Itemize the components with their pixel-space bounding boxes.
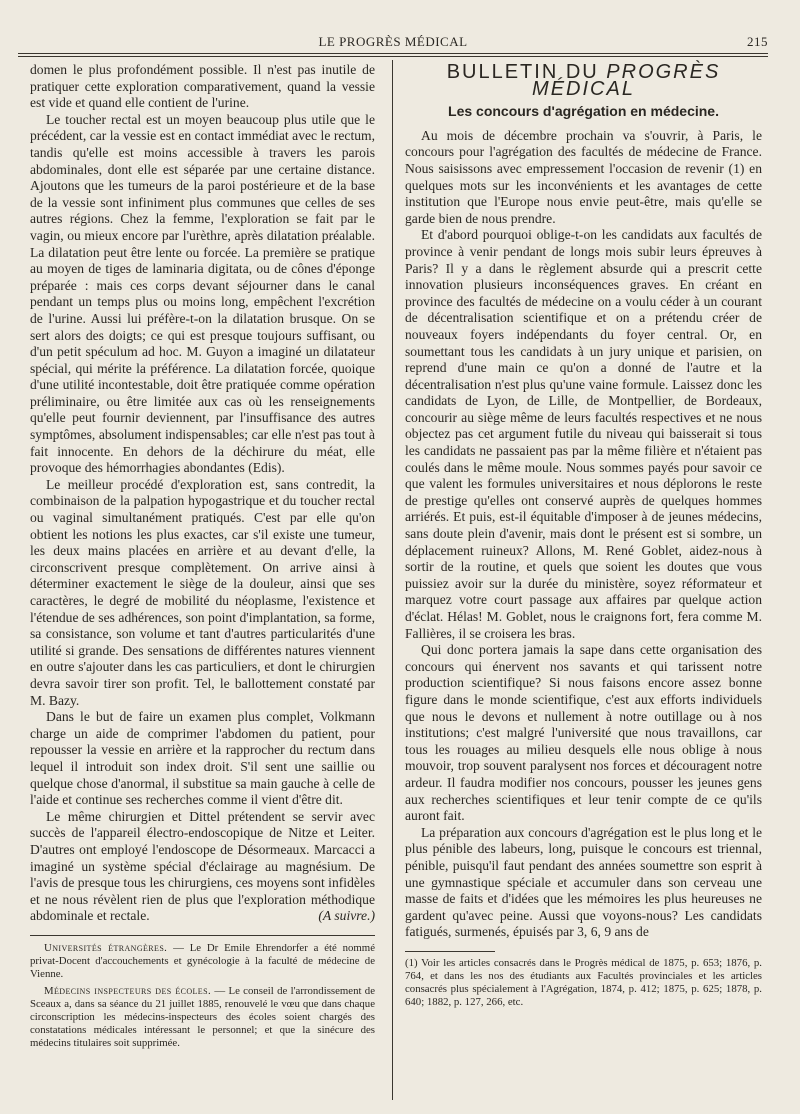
news-item xyxy=(30,985,375,1050)
news-item xyxy=(30,942,375,981)
article-title: Les concours d'agrégation en médecine. xyxy=(448,103,719,120)
left-paragraph-2: Le toucher rectal est un moyen beaucoup plus utile que le précédent, car la vessie est en contact immédiat avec le rectum, tandis qu'elle est moins accessible à travers les parois abdominales, dont elle est séparée par une certaine distance. Ajoutons que les tumeurs de la paroi postérieure et de la base de la vessie sont infiniment plus communes que celles de ses autres régions. Chez la femme, l'exploration se fait par le vagin, ou mieux encore par l'urèthre, après dilatation préalable. La dilatation peut être lente ou forcée. La première se pratique au moyen de tiges de laminaria digitata, ou de cônes d'éponge préparée : mais ces corps devant séjourner dans le canal pendant un temps plus ou moins long, empêchent l'excrétion de l'urine. Aussi lui préfère-t-on la dilatation brusque. On se sert alors des doigts; ce qui est presque toujours suffisant, ou d'un petit spéculum ad hoc. M. Guyon a imaginé un dilatateur spécial, qui mérite la préférence. La dilatation forcée, quoique d'une utilité incontestable, doit être pratiquée comme opération préliminaire, ou être limitée aux cas où les renseignements qu'elle peut fournir deviennent, par l'insuffisance des autres symptômes, absolument indispensables; car elle n'est pas tout à fait innocente. En dehors de la déchirure du méat, elle provoque des hémorrhagies abondantes (Edis). xyxy=(30,111,375,476)
left-paragraph-3: Le meilleur procédé d'exploration est, sans contredit, la combinaison de la palpation hypogastrique et du toucher rectal ou vaginal simultanément pratiqués. C'est par elle qu'on obtient les notions les plus exactes, car s'il existe une tumeur, les deux mains placées en arrière et au devant d'elle, la circonscrivent presque complètement. On arrive ainsi à déterminer exactement le siège de la douleur, ainsi que ses caractères, le degré de mobilité du néoplasme, l'existence et l'étendue de ses adhérences, son point d'implantation, sa forme, sa consistance, son volume et tant d'autres particularités d'une utilité si grande. Des sensations de différentes natures viennent en outre s'ajouter dans les cas particuliers, et dont le chirurgien devra savoir tirer son profit. Tel, le ballottement constaté par M. Bazy. xyxy=(30,476,375,708)
news-heading: Universités étrangères. xyxy=(44,941,168,954)
running-title: LE PROGRÈS MÉDICAL xyxy=(318,34,468,49)
bulletin-title xyxy=(405,61,762,100)
header-rule-thin xyxy=(18,56,768,57)
running-header xyxy=(18,34,768,52)
right-column xyxy=(405,62,762,1009)
news-text: — Le Dr Emile Ehrendorfer a été nommé privat-Docent d'accouchements et gynécologie à la faculté de médecine de Vienne. xyxy=(30,941,375,980)
right-paragraph-4: La préparation aux concours d'agrégation est le plus long et le plus pénible des labeurs, long, puisque le concours est triennal, pénible, puisqu'il faut pendant des années soumettre son esprit à une gymnastique spéciale et accumuler dans son cerveau une masse de faits et d'idées que les mémoires les plus heureuses ne gardent qu'avec peine. Aussi que voyons-nous? Les candidats fatigués, surmenés, épuisés par 3, 6, 9 ans de xyxy=(405,824,762,940)
footnote: (1) Voir les articles consacrés dans le Progrès médical de 1875, p. 653; 1876, p. 764, et dans les nos des étudiants aux Facultés provinciales et les articles consacrés plus spécialement à l'Agrégation, 1874, p. 412; 1875, p. 625; 1878, p. 640; 1882, p. 127, 266, etc. xyxy=(405,956,762,1008)
left-paragraph-4: Dans le but de faire un examen plus complet, Volkmann charge un aide de comprimer l'abdomen du patient, pour repousser la vessie en arrière et la rapprocher du rectum dans lequel il introduit son index droit. S'il sent une saillie ou quelque chose d'anormal, il substitue sa main gauche à celle de l'aide et continue ses recherches comme il vient d'être dit. xyxy=(30,709,375,808)
page-number: 215 xyxy=(747,34,768,49)
left-paragraph-1: domen le plus profondément possible. Il n'est pas inutile de pratiquer cette exploration comparativement, quand la vessie est vide et quand elle contient de l'urine. xyxy=(30,62,375,111)
news-heading: Médecins inspecteurs des écoles. xyxy=(44,984,212,997)
bulletin-prefix: BULLETIN DU xyxy=(446,61,599,83)
bulletin-journal: PROGRÈS MÉDICAL xyxy=(532,61,721,100)
column-divider xyxy=(392,60,393,1100)
news-section xyxy=(30,942,375,1050)
header-rule xyxy=(18,53,768,54)
footnote-rule xyxy=(405,951,495,952)
to-be-continued: (A suivre.) xyxy=(318,908,375,924)
right-paragraph-2: Et d'abord pourquoi oblige-t-on les candidats aux facultés de province à venir pendant de longs mois subir leurs épreuves à Paris? Il y a dans le règlement absurde qui a prescrit cette innovation plusieurs inconséquences graves. En créant en province des facultés de médecine on a voulu céder à un courant de décentralisation scientifique et on a prétendu créer de nouveaux foyers indépendants du foyer central. Or, en soumettant tous les candidats à un jury unique et parisien, on reprend d'une main ce qu'on a donné de l'autre et la décentralisation n'est plus qu'une vaine formule. Laissez donc les candidats de Lyon, de Lille, de Montpellier, de Bordeaux, concourir au siège même de leurs facultés respectives et ne nous objectez pas cet argument futile du niveau qui baisserait si tous les candidats ne passaient pas par la même filière et n'étaient pas coulés dans le même moule. Nous sommes payés pour savoir ce que valent les formules universitaires et nous déplorons le reste de prestige qu'elles ont conservé auprès de quelques hommes arriérés. Et puis, est-il équitable d'imposer à de jeunes médecins, sans doute plein d'avenir, mais dont le présent est si sombre, un déplacement ruineux? Allons, M. René Goblet, aidez-nous à sortir de la routine, et quels que soient les doutes que vous puissiez avoir sur la durée du ministère, soyez réformateur et marquez votre court passage aux affaires par quelque action d'éclat. Hélas! M. Goblet, nous le craignons fort, fera comme M. Fallières, il se croisera les bras. xyxy=(405,227,762,641)
news-separator xyxy=(30,935,375,936)
right-paragraph-3: Qui donc portera jamais la sape dans cette organisation des concours qui énervent nos savants et qui tarissent notre production scientifique? Si nous faisons encore assez bonne figure dans le monde scientifique, c'est aux efforts individuels que nous le devons et nullement à notre outillage ou à nos institutions; c'est malgré l'université que nous travaillons, car tous les rouages au milieu desquels elle nous oblige à nous mouvoir, trop souvent paralysent nos forces et découragent notre ardeur. Il faudra modifier nos concours, pousser les jeunes gens aux recherches scientifiques et leur tenir compte de ce qu'ils auront fait. xyxy=(405,642,762,824)
left-column xyxy=(30,62,375,1054)
right-paragraph-1: Au mois de décembre prochain va s'ouvrir, à Paris, le concours pour l'agrégation des facultés de médecine de France. Nous saisissons avec empressement l'occasion de revenir (1) en quelques mots sur les inconvénients et les avantages de cette institution que l'Europe nous envie peut-être, mais qu'elle se garde bien de nous prendre. xyxy=(405,127,762,226)
left-paragraph-5: Le même chirurgien et Dittel prétendent se servir avec succès de l'appareil électro-endoscopique de Nitze et Leiter. D'autres ont employé l'endoscope de Désormeaux. Marcacci a imaginé un système spécial d'éclairage au magnésium. De l'avis de presque tous les chirurgiens, ces moyens sont infidèles et ne nous révèlent rien de plus que l'exploration méthodique abdominale et rectale. xyxy=(30,808,375,924)
news-text: — Le conseil de l'arrondissement de Sceaux a, dans sa séance du 21 juillet 1885, renouvelé le vœu que dans chaque circonscription les médecins-inspecteurs des écoles soient chargés des constatations médicales intéressant le personnel; et que la sinécure des médecins titulaires soit supprimée. xyxy=(30,984,375,1049)
